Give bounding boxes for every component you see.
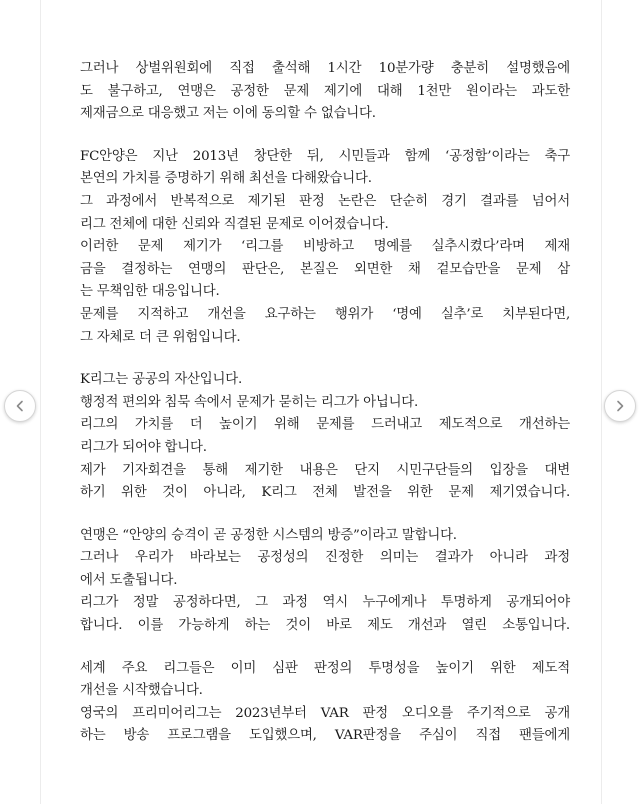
carousel-prev-button[interactable]: [4, 390, 36, 422]
text-line: 본연의 가치를 증명하기 위해 최선을 다해왔습니다.: [80, 171, 372, 187]
paragraph-3: [80, 369, 570, 505]
text-line: 금을 결정하는 연맹의 판단은, 본질은 외면한 채 겉모습만을 문제 삼: [80, 261, 570, 277]
text-line: 리그가 정말 공정하다면, 그 과정 역시 누구에게나 투명하게 공개되어야: [80, 595, 570, 611]
text-line: 그러나 우리가 바라보는 공정성의 진정한 의미는 결과가 아니라 과정: [80, 550, 570, 566]
text-line: 는 무책임한 대응입니다.: [80, 284, 220, 300]
paragraph-1: [80, 58, 570, 126]
text-line: 하기 위한 것이 아니라, K리그 전체 발전을 위한 문제 제기였습니다.: [80, 485, 570, 501]
text-line: 리그의 가치를 더 높이기 위해 문제를 드러내고 제도적으로 개선하는: [80, 417, 570, 433]
text-line: 그 과정에서 반복적으로 제기된 판정 논란은 단순히 경기 결과를 넘어서: [80, 193, 570, 209]
text-line: 그러나 상벌위원회에 직접 출석해 1시간 10분가량 충분히 설명했음에: [80, 61, 570, 76]
text-line: 행정적 편의와 침묵 속에서 문제가 묻히는 리그가 아닙니다.: [80, 394, 419, 410]
text-line: 그 자체로 더 큰 위험입니다.: [80, 329, 241, 345]
text-line: 합니다. 이를 가능하게 하는 것이 바로 제도 개선과 열린 소통입니다.: [80, 618, 570, 634]
paragraph-5: [80, 658, 570, 748]
text-line: 하는 방송 프로그램을 도입했으며, VAR판정을 주심이 직접 팬들에게: [80, 728, 570, 744]
carousel-next-button[interactable]: [604, 390, 636, 422]
chevron-right-icon: [614, 400, 626, 412]
text-line: 제가 기자회견을 통해 제기한 내용은 단지 시민구단들의 입장을 대변: [80, 462, 570, 478]
text-line: 제재금으로 대응했고 저는 이에 동의할 수 없습니다.: [80, 106, 376, 122]
text-line: 에서 도출됩니다.: [80, 572, 178, 588]
text-line: 도 불구하고, 연맹은 공정한 문제 제기에 대해 1천만 원이라는 과도한: [80, 83, 570, 99]
text-line: 이러한 문제 제기가 ‘리그를 비방하고 명예를 실추시켰다’라며 제재: [80, 239, 570, 255]
chevron-left-icon: [14, 400, 26, 412]
paragraph-4: [80, 525, 570, 638]
text-line: 리그가 되어야 합니다.: [80, 439, 207, 455]
text-line: 영국의 프리미어리그는 2023년부터 VAR 판정 오디오를 주기적으로 공개: [80, 705, 570, 721]
text-line: K리그는 공공의 자산입니다.: [80, 372, 243, 388]
text-line: 문제를 지적하고 개선을 요구하는 행위가 ‘명예 실추’로 치부된다면,: [80, 306, 570, 322]
text-line: 연맹은 “안양의 승격이 곧 공정한 시스템의 방증”이라고 말합니다.: [80, 527, 457, 543]
text-line: 개선을 시작했습니다.: [80, 683, 203, 699]
paragraph-2: [80, 146, 570, 349]
text-line: FC안양은 지난 2013년 창단한 뒤, 시민들과 함께 ‘공정함’이라는 축구: [80, 148, 570, 164]
document-body: [80, 58, 570, 768]
text-line: 리그 전체에 대한 신뢰와 직결된 문제로 이어졌습니다.: [80, 216, 389, 232]
text-line: 세계 주요 리그들은 이미 심판 판정의 투명성을 높이기 위한 제도적: [80, 660, 570, 676]
